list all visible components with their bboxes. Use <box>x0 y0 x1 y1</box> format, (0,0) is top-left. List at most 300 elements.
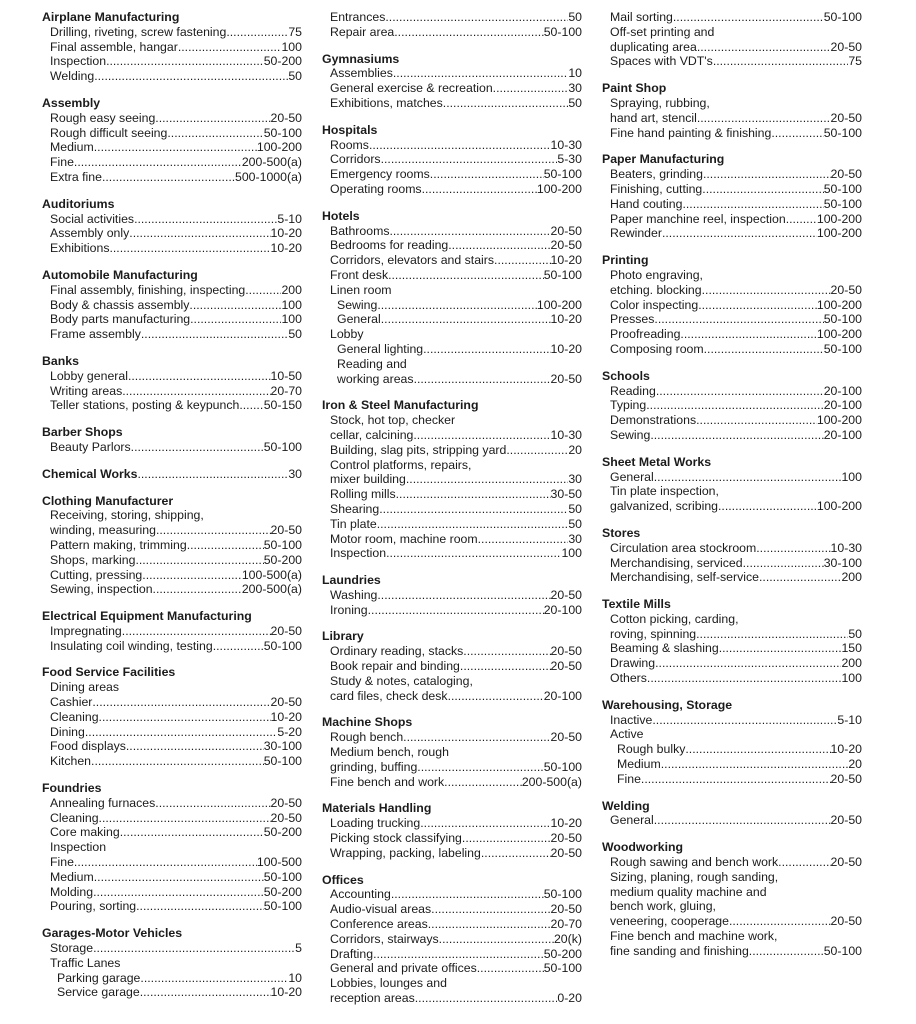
item-label: roving, spinning <box>610 626 697 641</box>
item-label: General lighting <box>337 341 424 356</box>
item-row <box>602 813 862 828</box>
item-label: Photo engraving, <box>610 267 703 282</box>
item-row <box>322 932 582 947</box>
section-title: Stores <box>602 525 641 540</box>
section-title: Offices <box>322 872 364 887</box>
item-row <box>602 556 862 571</box>
item-label: Lobbies, lounges and <box>330 976 447 991</box>
dot-leader <box>654 813 831 828</box>
dot-leader <box>652 713 837 728</box>
dot-leader <box>697 40 831 55</box>
dot-leader <box>641 772 831 787</box>
section-title: Hospitals <box>322 122 378 137</box>
item-label: Sizing, planing, rough sanding, <box>610 869 779 884</box>
item-row <box>322 532 582 547</box>
item-label: Sewing <box>337 297 378 312</box>
item-row <box>322 775 582 790</box>
section <box>322 873 582 1006</box>
item-label: Corridors, stairways <box>330 931 439 946</box>
dot-leader <box>697 111 831 126</box>
column-left <box>42 10 302 1006</box>
item-value: 30-50 <box>550 487 582 502</box>
item-label: Mail sorting <box>610 10 673 24</box>
item-value: 50 <box>568 501 582 516</box>
item-label: Beaters, grinding <box>610 167 703 182</box>
dot-leader <box>462 831 551 846</box>
dot-leader <box>423 342 550 357</box>
item-label: Spraying, rubbing, <box>610 95 710 110</box>
item-label: winding, measuring <box>50 523 156 538</box>
item-label: Corridors, elevators and stairs <box>330 253 495 268</box>
section <box>602 799 862 829</box>
item-label: Sewing <box>610 427 651 442</box>
item-row <box>42 327 302 342</box>
item-value: 30 <box>568 531 582 546</box>
item-value: 50 <box>288 327 302 342</box>
dot-leader <box>136 899 264 914</box>
item-value: 100-200 <box>536 297 582 312</box>
dot-leader <box>463 644 550 659</box>
dot-leader <box>417 760 543 775</box>
item-label: Study & notes, cataloging, <box>330 673 473 688</box>
item-value: 5 <box>295 941 302 956</box>
item-row <box>42 369 302 384</box>
dot-leader <box>477 961 544 976</box>
item-label: Fine <box>50 855 74 870</box>
dot-leader <box>391 887 544 902</box>
item-label: Extra fine <box>50 169 102 184</box>
item-row <box>602 470 862 485</box>
item-label: Rough easy seeing <box>50 110 156 125</box>
item-label: Cleaning <box>50 709 99 724</box>
item-row <box>42 538 302 553</box>
item-label: Front desk <box>330 267 389 282</box>
item-label: Exhibitions <box>50 241 110 256</box>
dot-leader <box>481 846 551 861</box>
dot-leader <box>153 582 242 597</box>
item-value: 50 <box>568 10 582 24</box>
item-value: 20-50 <box>830 771 862 786</box>
section-title: Machine Shops <box>322 715 413 730</box>
dot-leader <box>388 268 544 283</box>
item-row <box>42 384 302 399</box>
item-label: Motor room, machine room <box>330 531 478 546</box>
item-row <box>42 111 302 126</box>
item-row <box>602 384 862 399</box>
item-value: 10-20 <box>550 312 582 327</box>
item-row <box>42 54 302 69</box>
item-value: 20-50 <box>830 110 862 125</box>
item-value: 20-100 <box>823 383 862 398</box>
item-value: 10-20 <box>830 742 862 757</box>
item-value: 100-200 <box>816 499 862 514</box>
dot-leader <box>93 885 264 900</box>
dot-leader <box>377 588 550 603</box>
item-label: Circulation area stockroom <box>610 540 757 555</box>
item-label: Accounting <box>330 887 391 902</box>
item-label: Paper manchine reel, inspection <box>610 211 786 226</box>
dot-leader <box>444 775 522 790</box>
dot-leader <box>368 603 544 618</box>
dot-leader <box>478 532 569 547</box>
item-row <box>322 517 582 532</box>
item-row <box>42 811 302 826</box>
item-row <box>602 541 862 556</box>
item-row <box>602 772 862 787</box>
section <box>42 494 302 598</box>
item-value: 100-200 <box>816 327 862 342</box>
dot-leader <box>650 428 823 443</box>
dot-leader <box>94 870 264 885</box>
section-title-row <box>42 467 302 482</box>
item-label: Frame assembly <box>50 327 141 342</box>
item-row <box>602 312 862 327</box>
item-row <box>42 624 302 639</box>
item-row <box>602 398 862 413</box>
item-value: 5-30 <box>557 152 582 167</box>
section-title: Garages-Motor Vehicles <box>42 926 183 941</box>
dot-leader <box>703 167 831 182</box>
section <box>42 354 302 413</box>
item-label: Spaces with VDT's <box>610 54 713 69</box>
dot-leader <box>428 917 551 932</box>
item-row <box>322 372 582 387</box>
item-value: 50-100 <box>543 759 582 774</box>
item-label: Picking stock classifying <box>330 831 462 846</box>
item-value: 20-50 <box>270 695 302 710</box>
item-row <box>602 327 862 342</box>
item-label: Color inspecting <box>610 297 699 312</box>
item-row <box>602 167 862 182</box>
section <box>42 197 302 256</box>
item-label: Loading trucking <box>330 816 421 831</box>
item-row <box>322 887 582 902</box>
dot-leader <box>759 570 841 585</box>
item-label: Building, slag pits, stripping yard <box>330 442 507 457</box>
dot-leader <box>379 502 568 517</box>
item-label: Final assembly, finishing, inspecting <box>50 282 246 297</box>
item-value: 0-20 <box>557 991 582 1006</box>
item-label: Storage <box>50 941 94 956</box>
dot-leader <box>167 126 263 141</box>
item-value: 20-50 <box>270 795 302 810</box>
item-row <box>42 825 302 840</box>
section-title: Barber Shops <box>42 425 123 440</box>
item-label: bench work, gluing, <box>610 899 716 914</box>
section <box>42 609 302 653</box>
item-value: 50-200 <box>263 884 302 899</box>
dot-leader <box>91 754 264 769</box>
item-value: 20-70 <box>270 383 302 398</box>
item-label: Beaming & slashing <box>610 641 719 656</box>
section-title: Hotels <box>322 208 360 223</box>
item-value: 20 <box>848 757 862 772</box>
item-row <box>322 268 582 283</box>
item-label: Ordinary reading, stacks <box>330 644 464 659</box>
dot-leader <box>431 902 550 917</box>
dot-leader <box>74 155 242 170</box>
section-title: Paper Manufacturing <box>602 152 725 167</box>
item-value: 20-50 <box>550 845 582 860</box>
item-row <box>602 742 862 757</box>
item-value: 20-50 <box>830 282 862 297</box>
item-label: Sewing, inspection <box>50 582 153 597</box>
item-row <box>42 568 302 583</box>
item-row <box>322 917 582 932</box>
item-value: 5-10 <box>277 211 302 226</box>
item-value: 30 <box>288 466 302 481</box>
dot-leader <box>373 947 544 962</box>
item-row <box>322 546 582 561</box>
item-label: Drafting <box>330 946 374 961</box>
item-value: 200-500(a) <box>241 155 302 170</box>
dot-leader <box>134 212 277 227</box>
dot-leader <box>140 971 288 986</box>
item-value: 10 <box>288 970 302 985</box>
item-value: 20-50 <box>550 831 582 846</box>
item-value: 20-50 <box>270 810 302 825</box>
item-value: 50 <box>288 69 302 84</box>
dot-leader <box>702 182 823 197</box>
item-label: Demonstrations <box>610 413 697 428</box>
item-row <box>322 152 582 167</box>
item-value: 30 <box>568 472 582 487</box>
dot-leader <box>122 624 271 639</box>
item-label: Medium <box>50 869 94 884</box>
item-label: cellar, calcining <box>330 427 414 442</box>
item-row <box>42 523 302 538</box>
item-value: 50-100 <box>263 638 302 653</box>
dot-leader <box>647 671 842 686</box>
item-row <box>322 730 582 745</box>
dot-leader <box>420 816 550 831</box>
item-label: Repair area <box>330 24 395 39</box>
item-label: Drawing <box>610 656 656 671</box>
dot-leader <box>129 226 270 241</box>
dot-leader <box>749 944 824 959</box>
section <box>42 781 302 914</box>
item-value: 20-70 <box>550 917 582 932</box>
dot-leader <box>673 10 824 25</box>
item-value: 75 <box>288 24 302 39</box>
item-label: Welding <box>50 69 95 84</box>
dot-leader <box>393 66 568 81</box>
item-label: mixer building <box>330 472 406 487</box>
item-row <box>42 725 302 740</box>
item-label: Emergency rooms <box>330 167 430 182</box>
dot-leader <box>137 467 288 482</box>
section <box>42 665 302 769</box>
item-label: Pouring, sorting <box>50 899 137 914</box>
item-row <box>322 487 582 502</box>
section <box>602 526 862 585</box>
dot-leader <box>448 238 550 253</box>
item-value: 100 <box>561 546 582 561</box>
item-value: 10-30 <box>550 427 582 442</box>
item-value: 100 <box>281 312 302 327</box>
dot-leader <box>415 991 558 1006</box>
item-value: 10-30 <box>550 137 582 152</box>
item-label: Rough sawing and bench work <box>610 855 779 870</box>
item-value: 20 <box>568 442 582 457</box>
item-row <box>322 81 582 96</box>
item-label: Others <box>610 671 647 686</box>
item-label: etching. blocking <box>610 282 702 297</box>
item-value: 20-50 <box>550 730 582 745</box>
item-value: 50-100 <box>263 869 302 884</box>
item-row <box>322 603 582 618</box>
dot-leader <box>85 725 278 740</box>
item-row <box>322 342 582 357</box>
item-value: 50-100 <box>543 887 582 902</box>
dot-leader <box>245 283 281 298</box>
dot-leader <box>696 413 817 428</box>
item-value: 50-100 <box>823 181 862 196</box>
dot-leader <box>155 796 270 811</box>
dot-leader <box>756 541 830 556</box>
item-label: Corridors <box>330 152 381 167</box>
dot-leader <box>141 327 288 342</box>
dot-leader <box>494 253 551 268</box>
item-row <box>602 627 862 642</box>
item-row <box>602 342 862 357</box>
item-row <box>602 671 862 686</box>
section <box>322 629 582 703</box>
item-value: 50-100 <box>263 125 302 140</box>
item-value: 10-20 <box>270 709 302 724</box>
item-label: Fine <box>617 771 641 786</box>
item-value: 50 <box>848 626 862 641</box>
dot-leader <box>443 96 569 111</box>
dot-leader <box>226 25 288 40</box>
section-title: Clothing Manufacturer <box>42 493 174 508</box>
item-label: veneering, cooperage <box>610 914 729 929</box>
item-row <box>42 710 302 725</box>
dot-leader <box>190 312 281 327</box>
item-label: Merchandising, self-service <box>610 570 759 585</box>
item-label: Writing areas <box>50 383 123 398</box>
item-label: Food displays <box>50 739 126 754</box>
dot-leader <box>156 523 271 538</box>
dot-leader <box>702 283 831 298</box>
item-label: Cashier <box>50 695 93 710</box>
section-title: Assembly <box>42 95 101 110</box>
item-value: 10-20 <box>550 341 582 356</box>
dot-leader <box>385 10 568 25</box>
dot-leader <box>93 941 295 956</box>
item-row <box>322 428 582 443</box>
item-label: Exhibitions, matches <box>330 95 443 110</box>
item-row <box>602 111 862 126</box>
item-value: 10-30 <box>830 540 862 555</box>
item-row <box>322 689 582 704</box>
dot-leader <box>414 372 551 387</box>
item-row <box>322 182 582 197</box>
item-label: Fine bench and work <box>330 774 445 789</box>
item-value: 50 <box>568 516 582 531</box>
dot-leader <box>377 298 537 313</box>
item-value: 20-50 <box>830 167 862 182</box>
item-label: Presses <box>610 312 655 327</box>
item-value: 10-20 <box>270 985 302 1000</box>
dot-leader <box>381 152 558 167</box>
item-value: 20-100 <box>823 427 862 442</box>
dot-leader <box>94 140 257 155</box>
section <box>602 698 862 787</box>
item-row <box>42 796 302 811</box>
item-label: Stock, hot top, checker <box>330 413 456 428</box>
item-label: Hand couting <box>610 196 683 211</box>
item-value: 150 <box>841 641 862 656</box>
section <box>602 369 862 443</box>
item-row <box>602 641 862 656</box>
item-value: 50-200 <box>263 54 302 69</box>
section <box>602 10 862 69</box>
item-label: Impregnating <box>50 623 122 638</box>
item-row <box>322 298 582 313</box>
item-label: Ironing <box>330 602 368 617</box>
item-label: General <box>610 469 654 484</box>
item-row <box>322 760 582 775</box>
dot-leader <box>439 932 554 947</box>
item-label: Receiving, storing, shipping, <box>50 508 204 523</box>
item-row <box>322 238 582 253</box>
item-label: Inspection <box>50 840 107 855</box>
item-row <box>322 991 582 1006</box>
dot-leader <box>106 54 264 69</box>
item-label: Entrances <box>330 10 386 24</box>
item-label: Control platforms, repairs, <box>330 457 472 472</box>
dot-leader <box>213 639 264 654</box>
dot-leader <box>493 81 569 96</box>
item-value: 50-150 <box>263 398 302 413</box>
section <box>42 425 302 455</box>
item-row <box>602 298 862 313</box>
item-row <box>42 971 302 986</box>
item-row <box>602 40 862 55</box>
item-row <box>322 10 582 25</box>
dot-leader <box>460 659 551 674</box>
item-value: 20-50 <box>550 371 582 386</box>
item-value: 200-500(a) <box>241 582 302 597</box>
item-value: 100-200 <box>816 226 862 241</box>
section-title: Food Service Facilities <box>42 665 176 680</box>
item-row <box>42 140 302 155</box>
item-value: 100-200 <box>816 211 862 226</box>
item-label: Linen room <box>330 282 392 297</box>
item-label: Beauty Parlors <box>50 439 131 454</box>
item-label: Reading <box>610 383 656 398</box>
item-row <box>322 831 582 846</box>
dot-leader <box>685 742 830 757</box>
dot-leader <box>99 710 271 725</box>
section <box>602 840 862 958</box>
item-value: 100 <box>841 469 862 484</box>
section <box>322 573 582 617</box>
item-row <box>602 499 862 514</box>
dot-leader <box>422 182 537 197</box>
section-title: Welding <box>602 798 650 813</box>
dot-leader <box>646 398 823 413</box>
item-value: 20-100 <box>543 602 582 617</box>
item-value: 20-100 <box>823 398 862 413</box>
item-row <box>42 885 302 900</box>
item-value: 5-10 <box>837 712 862 727</box>
item-row <box>322 472 582 487</box>
item-value: 100-200 <box>816 297 862 312</box>
item-label: Annealing furnaces <box>50 795 156 810</box>
item-row <box>42 312 302 327</box>
